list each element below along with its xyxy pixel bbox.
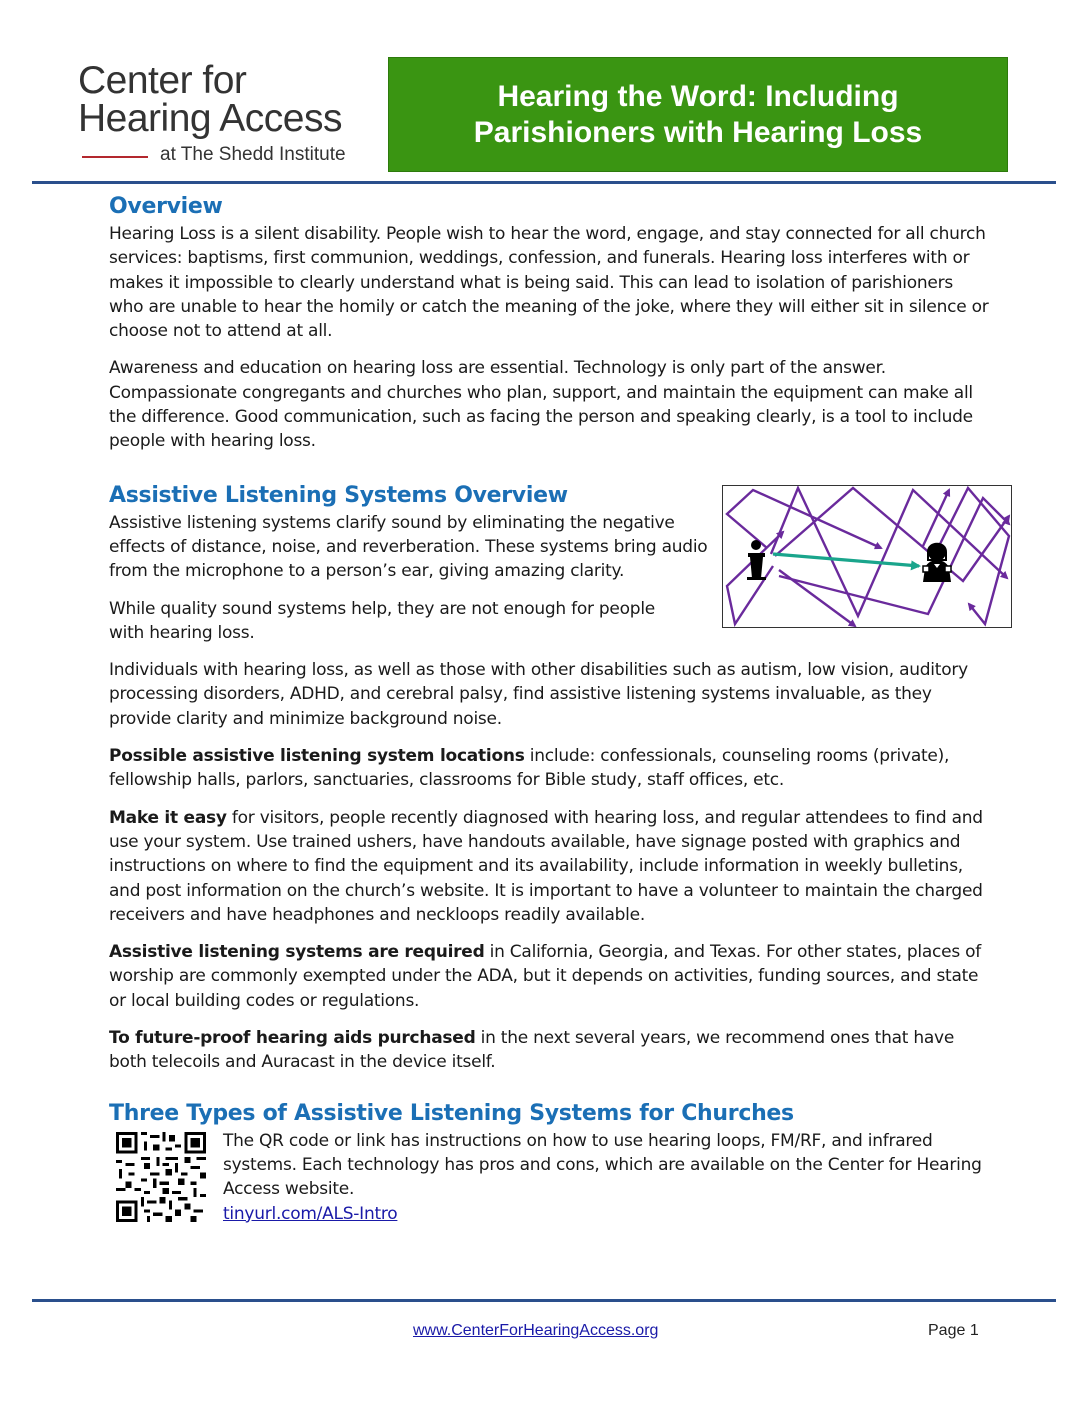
- page-title-line-2: Parishioners with Hearing Loss: [473, 115, 923, 149]
- qr-description: [223, 1129, 983, 1226]
- logo-rule: [82, 156, 148, 158]
- qr-section: [109, 1129, 989, 1229]
- required-paragraph: [109, 940, 989, 1013]
- reflection-paths: [727, 488, 1009, 626]
- future-proof-paragraph: [109, 1026, 989, 1075]
- sound-reflection-diagram: [722, 485, 1012, 628]
- logo-line-2: Hearing Access: [78, 97, 342, 140]
- direct-sound-arrow: [773, 554, 919, 566]
- logo-subline: [78, 144, 358, 166]
- overview-paragraph-2: Awareness and education on hearing loss are essential. Technology is only part of the answer. Compassionate congregants and churches who plan, support, and maintain the equipment can make all the difference. Good communication, such as facing the person and speaking clearly, is a tool to include people with hearing loss.: [109, 358, 973, 452]
- reflection-path-8: [923, 490, 949, 546]
- make-it-easy-bold: Make it easy: [109, 807, 227, 828]
- logo-line-3: at The Shedd Institute: [160, 144, 346, 165]
- footer-website-link[interactable]: www.CenterForHearingAccess.org: [413, 1322, 659, 1339]
- als-heading: Assistive Listening Systems Overview: [109, 482, 568, 508]
- logo: [78, 59, 358, 165]
- overview-paragraph-1: Hearing Loss is a silent disability. People wish to hear the word, engage, and stay connected for all church services: baptisms, first communion, weddings, confession, and funerals. Hearing loss interferes with or makes it impossible to clearly understand what is being said. This can lead to isolation of parishioners who are unable to hear the homily or catch the meaning of the joke, where they will either sit in silence or choose not to attend at all.: [109, 224, 989, 342]
- footer-divider: [32, 1299, 1056, 1302]
- header-divider: [32, 181, 1056, 184]
- qr-code-icon[interactable]: [116, 1132, 206, 1222]
- required-text: in California, Georgia, and Texas. For other states, places of worship are commonly exempted under the ADA, but it depends on activities, funding sources, and state or local building codes or regulations.: [109, 942, 982, 1011]
- als-locations-bold: Possible assistive listening system locations: [109, 746, 525, 767]
- future-proof-bold: To future-proof hearing aids purchased: [109, 1028, 476, 1049]
- required-bold: Assistive listening systems are required: [109, 942, 485, 963]
- title-banner: [388, 57, 1008, 172]
- listener-person-icon: [923, 543, 951, 582]
- als-intro-link[interactable]: tinyurl.com/ALS-Intro: [223, 1203, 398, 1224]
- reflection-path-1: [771, 488, 1007, 616]
- future-proof-text: in the next several years, we recommend ones that have both telecoils and Auracast in the device itself.: [109, 1028, 955, 1073]
- make-it-easy-text: for visitors, people recently diagnosed with hearing loss, and regular attendees to find and use your system. Use trained ushers, have handouts available, have signage posted with graphics and instructions on where to find the equipment and its availability, include information in weekly bulletins, and post information on the church’s website. It is important to have a volunteer to maintain the charged receivers and have headphones and neckloops readily available.: [109, 807, 983, 925]
- diagram-svg: [723, 486, 1011, 627]
- overview-heading: Overview: [109, 194, 223, 219]
- page-title-line-1: Hearing the Word: Including: [497, 79, 899, 113]
- als-intro: [109, 481, 709, 645]
- als-paragraph-3: Individuals with hearing loss, as well as those with other disabilities such as autism, low vision, auditory processing disorders, ADHD, and cerebral palsy, find assistive listening systems invaluable, as they provide clarity and minimize background noise.: [109, 660, 968, 729]
- als-paragraph-1: Assistive listening systems clarify sound by eliminating the negative effects of distance, noise, and reverberation. These systems bring audio from the microphone to a person’s ear, giving amazing clarity.: [109, 512, 708, 582]
- three-types-heading: Three Types of Assistive Listening Systems for Churches: [109, 1100, 794, 1126]
- als-locations-paragraph: [109, 744, 989, 793]
- reflection-path-3: [775, 488, 1009, 581]
- make-it-easy-paragraph: [109, 806, 989, 927]
- main-content: [109, 192, 989, 1229]
- three-types-text: The QR code or link has instructions on how to use hearing loops, FM/RF, and infrared systems. Each technology has pros and cons, which are available on the Center for Hearing Access website.: [223, 1130, 982, 1200]
- page-number: Page 1: [928, 1322, 979, 1339]
- als-paragraph-2: While quality sound systems help, they are not enough for people with hearing loss.: [109, 598, 656, 643]
- als-locations-text: include: confessionals, counseling rooms (private), fellowship halls, parlors, sanctuaries, classrooms for Bible study, staff offices, etc.: [109, 746, 950, 791]
- logo-line-1: Center for: [78, 59, 247, 102]
